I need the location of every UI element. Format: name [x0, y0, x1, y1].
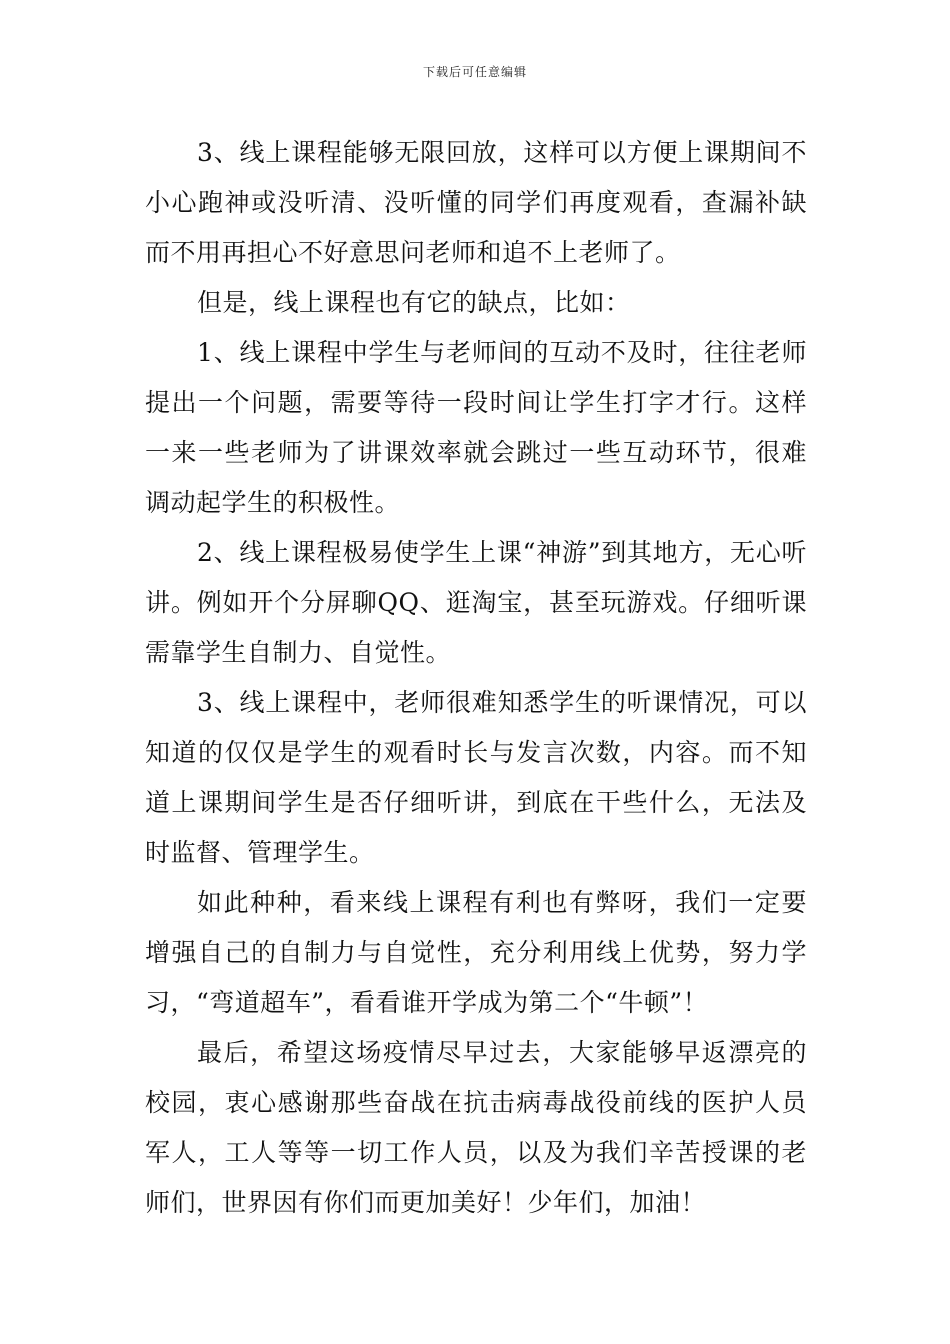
- paragraph-distraction: 2、线上课程极易使学生上课“神游”到其地方，无心听讲。例如开个分屏聊QQ、逛淘宝，甚至玩游戏。仔细听课需靠学生自制力、自觉性。: [145, 538, 807, 667]
- paragraph-replay-advantage: 3、线上课程能够无限回放，这样可以方便上课期间不小心跑神或没听清、没听懂的同学们再度观看，查漏补缺而不用再担心不好意思问老师和追不上老师了。: [145, 138, 807, 267]
- document-body: [145, 128, 807, 1228]
- paragraph-summary: 如此种种，看来线上课程有利也有弊呀，我们一定要增强自己的自制力与自觉性，充分利用线上优势，努力学习，“弯道超车”，看看谁开学成为第二个“牛顿”！: [145, 888, 807, 1017]
- paragraph-supervision: 3、线上课程中，老师很难知悉学生的听课情况，可以知道的仅仅是学生的观看时长与发言次数，内容。而不知道上课期间学生是否仔细听讲，到底在干些什么，无法及时监督、管理学生。: [145, 688, 807, 867]
- header-note: 下载后可任意编辑: [422, 65, 527, 79]
- paragraph-interaction-delay: 1、线上课程中学生与老师间的互动不及时，往往老师提出一个问题，需要等待一段时间让学生打字才行。这样一来一些老师为了讲课效率就会跳过一些互动环节，很难调动起学生的积极性。: [145, 338, 807, 517]
- paragraph-disadvantages-intro: 但是，线上课程也有它的缺点，比如：: [197, 288, 631, 317]
- paragraph-closing: 最后，希望这场疫情尽早过去，大家能够早返漂亮的校园，衷心感谢那些奋战在抗击病毒战役前线的医护人员军人，工人等等一切工作人员，以及为我们辛苦授课的老师们，世界因有你们而更加美好！少年们，加油！: [145, 1038, 807, 1217]
